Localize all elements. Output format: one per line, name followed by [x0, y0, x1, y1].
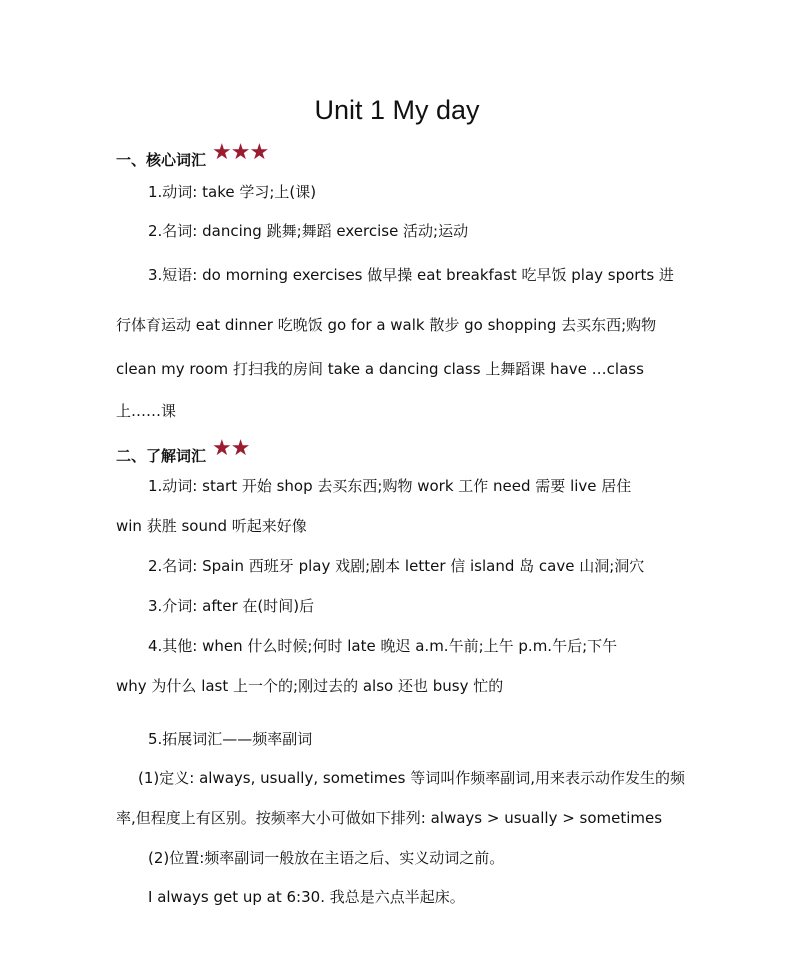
section-heading-core-vocabulary	[116, 140, 269, 170]
text-line: 3.介词: after 在(时间)后	[148, 597, 315, 615]
text-line: 1.动词: start 开始 shop 去买东西;购物 work 工作 need 需要 live 居住	[148, 477, 632, 495]
text-line: I always get up at 6:30. 我总是六点半起床。	[148, 888, 465, 906]
text-line: (1)定义: always, usually, sometimes 等词叫作频率副词,用来表示动作发生的频	[138, 769, 685, 787]
section-heading-text: 一、核心词汇	[116, 151, 207, 169]
section-heading-text: 二、了解词汇	[116, 447, 207, 465]
text-line: why 为什么 last 上一个的;刚过去的 also 还也 busy 忙的	[116, 677, 504, 695]
text-line: 4.其他: when 什么时候;何时 late 晚迟 a.m.午前;上午 p.m.午后;下午	[148, 637, 618, 655]
text-line: clean my room 打扫我的房间 take a dancing class 上舞蹈课 have …class	[116, 360, 644, 378]
page-title: Unit 1 My day	[314, 95, 480, 125]
section-heading-understand-vocabulary	[116, 436, 250, 466]
text-line: 2.名词: Spain 西班牙 play 戏剧;剧本 letter 信 island 岛 cave 山洞;洞穴	[148, 557, 645, 575]
text-line: 3.短语: do morning exercises 做早操 eat breakfast 吃早饭 play sports 进	[148, 266, 674, 284]
text-line: 2.名词: dancing 跳舞;舞蹈 exercise 活动;运动	[148, 222, 469, 240]
text-line: 上……课	[116, 402, 177, 420]
text-line: 行体育运动 eat dinner 吃晚饭 go for a walk 散步 go shopping 去买东西;购物	[116, 316, 657, 334]
star-rating-icon: ★★★	[212, 140, 269, 165]
text-line: win 获胜 sound 听起来好像	[116, 517, 307, 535]
text-line: 5.拓展词汇——频率副词	[148, 730, 313, 748]
text-line: 率,但程度上有区别。按频率大小可做如下排列: always > usually > sometimes	[116, 809, 663, 827]
text-line: 1.动词: take 学习;上(课)	[148, 183, 317, 201]
text-line: (2)位置:频率副词一般放在主语之后、实义动词之前。	[148, 849, 505, 867]
star-rating-icon: ★★	[212, 436, 250, 461]
